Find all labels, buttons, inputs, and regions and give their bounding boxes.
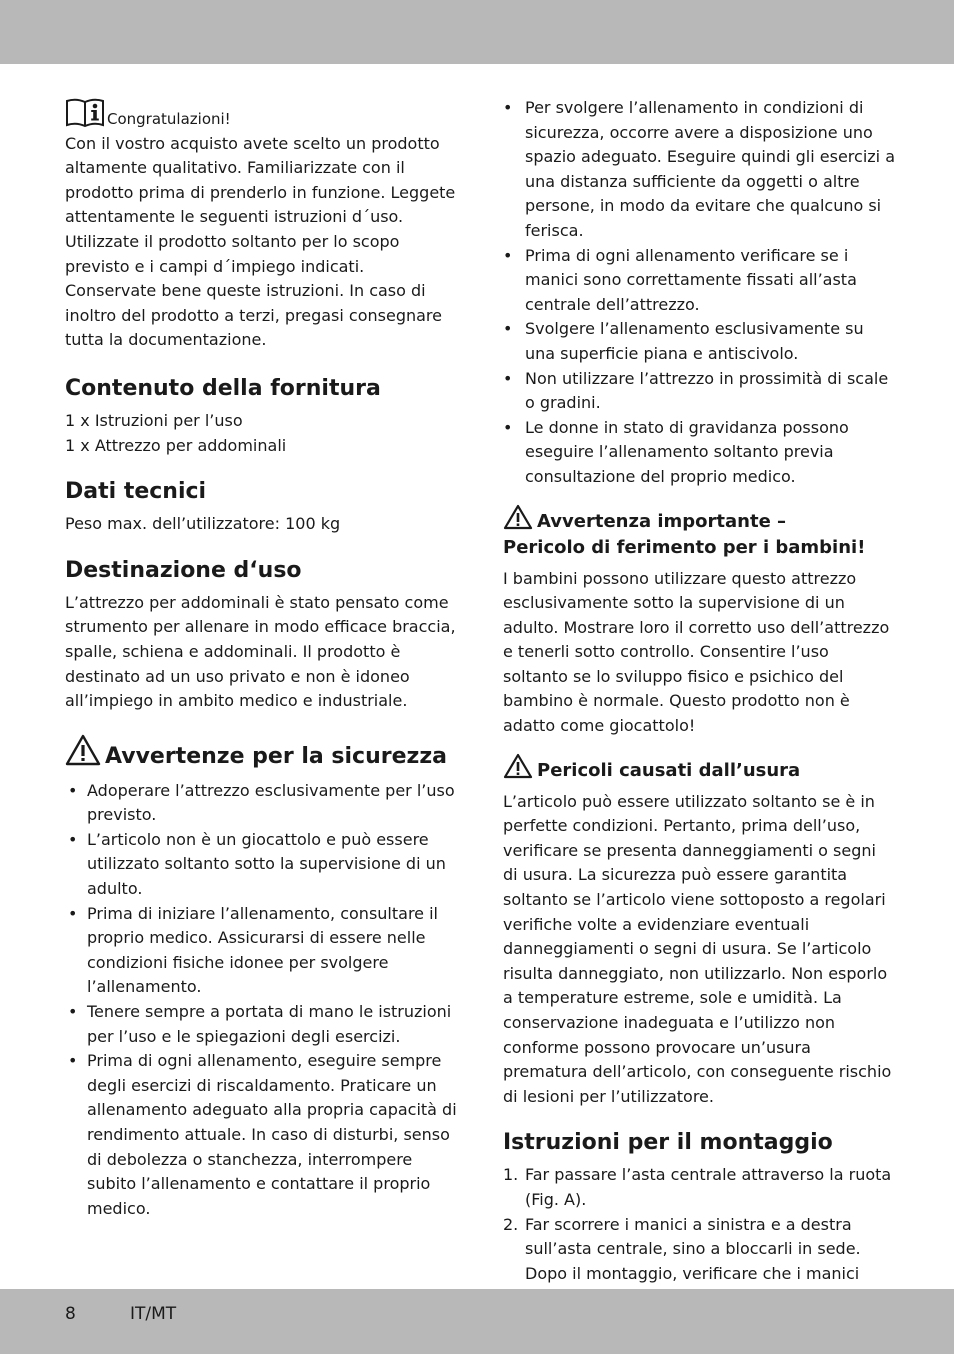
dati-heading: Dati tecnici <box>65 479 207 505</box>
sicurezza-heading <box>65 734 457 773</box>
warning-triangle-icon <box>503 753 533 779</box>
intro-greeting: Congratulazioni! <box>107 110 231 128</box>
list-item: • Tenere sempre a portata di mano le istruzioni per l’uso e le spiegazioni degli esercizi. <box>68 1002 452 1046</box>
warning-triangle-icon <box>503 504 533 530</box>
dati-text: Peso max. dell’utilizzatore: 100 kg <box>65 514 341 534</box>
list-item: 2. Far scorrere i manici a sinistra e a destra sull’asta centrale, sino a bloccarli in sede. Dopo il montaggio, verificare che i manici <box>503 1214 861 1283</box>
list-item: • Per svolgere l’allenamento in condizioni di sicurezza, occorre avere a disposizione uno spazio adeguato. Eseguire quindi gli esercizi a una distanza sufficiente da oggetti o altre persone, in modo da evitare che qualcuno si ferisca. <box>503 98 895 240</box>
right-column <box>503 96 895 1336</box>
list-item: • Non utilizzare l’attrezzo in prossimità di scale o gradini. <box>503 368 889 413</box>
usura-text: L’articolo può essere utilizzato soltanto se è in perfette condizioni. Pertanto, prima dell’uso, verificare se presenta danneggiamenti o segni di usura. La sicurezza può essere garantita soltanto se l’articolo viene sottoposto a regolari verifiche volte a evidenziare eventuali danneggiamenti o segni di usura. Se l’articolo risulta danneggiato, non utilizzarlo. Non esporlo a temperature estreme, sole e umidità. La conservazione inadeguata e l’utilizzo non conforme possono provocare un’usura prematura dell’articolo, con conseguente rischio di lesioni per l’utilizzatore. <box>503 791 892 1106</box>
info-manual-icon <box>65 96 105 128</box>
bambini-heading <box>503 504 895 535</box>
header-bar <box>0 0 954 64</box>
list-item: • Adoperare l’attrezzo esclusivamente per l’uso previsto. <box>68 780 455 825</box>
bambini-title-line2: Pericolo di ferimento per i bambini! <box>503 536 866 558</box>
list-item: • Prima di ogni allenamento, eseguire sempre degli esercizi di riscaldamento. Praticare un allenamento adeguato alla propria capacità di rendimento attuale. In caso di disturbi, senso di debolezza o stanchezza, interrompere subito l’allenamento e contattare il proprio medico. <box>68 1051 457 1218</box>
destinazione-heading: Destinazione d‘uso <box>65 557 302 583</box>
bambini-text: I bambini possono utilizzare questo attrezzo esclusivamente sotto la supervisione di un adulto. Mostrare loro il corretto uso dell’attrezzo e tenerli sotto controllo. Consentire l’uso soltanto se lo sviluppo fisico e psichico del bambino è normale. Questo prodotto non è adatto come giocattolo! <box>503 568 890 736</box>
usura-title: Pericoli causati dall’usura <box>537 759 801 781</box>
contenuto-item-2: 1 x Attrezzo per addominali <box>65 435 287 455</box>
contenuto-item-1: 1 x Istruzioni per l’uso <box>65 410 243 430</box>
destinazione-text: L’attrezzo per addominali è stato pensato come strumento per allenare in modo efficace braccia, spalle, schiena e addominali. Il prodotto è destinato ad un uso privato e non è idoneo all’impiego in ambito medico e industriale. <box>65 592 456 711</box>
language-code: IT/MT <box>130 1304 177 1324</box>
left-column <box>65 96 457 1221</box>
intro-greeting-line <box>65 96 457 132</box>
sicurezza-title: Avvertenze per la sicurezza <box>105 743 447 769</box>
list-item: • Prima di ogni allenamento verificare se i manici sono correttamente fissati all’asta centrale dell’attrezzo. <box>503 245 857 314</box>
intro-text: Con il vostro acquisto avete scelto un prodotto altamente qualitativo. Familiarizzate con il prodotto prima di prenderlo in funzione. Leggete attentamente le seguenti istruzioni d´uso. Utilizzate il prodotto soltanto per lo scopo previsto e i campi d´impiego indicati. Conservate bene queste istruzioni. In caso di inoltro del prodotto a terzi, pregasi consegnare tutta la documentazione. <box>65 133 456 350</box>
usura-heading <box>503 753 895 784</box>
warning-triangle-icon <box>65 734 101 766</box>
list-item: • Prima di iniziare l’allenamento, consultare il proprio medico. Assicurarsi di essere nelle condizioni fisiche idonee per svolgere l’allenamento. <box>68 903 438 997</box>
sicurezza-list-continued <box>503 96 895 490</box>
sicurezza-list <box>65 779 457 1222</box>
page-number: 8 <box>65 1304 76 1324</box>
bambini-title-line1: Avvertenza importante – <box>537 510 787 532</box>
contenuto-heading: Contenuto della fornitura <box>65 375 381 401</box>
list-item: • L’articolo non è un giocattolo e può essere utilizzato soltanto sotto la supervisione di un adulto. <box>68 829 446 899</box>
montaggio-heading: Istruzioni per il montaggio <box>503 1130 833 1156</box>
list-item: • Le donne in stato di gravidanza possono eseguire l’allenamento soltanto previa consultazione del proprio medico. <box>503 417 849 486</box>
list-item: • Svolgere l’allenamento esclusivamente su una superficie piana e antiscivolo. <box>503 319 864 363</box>
list-item: 1. Far passare l’asta centrale attraverso la ruota (Fig. A). <box>503 1165 892 1209</box>
